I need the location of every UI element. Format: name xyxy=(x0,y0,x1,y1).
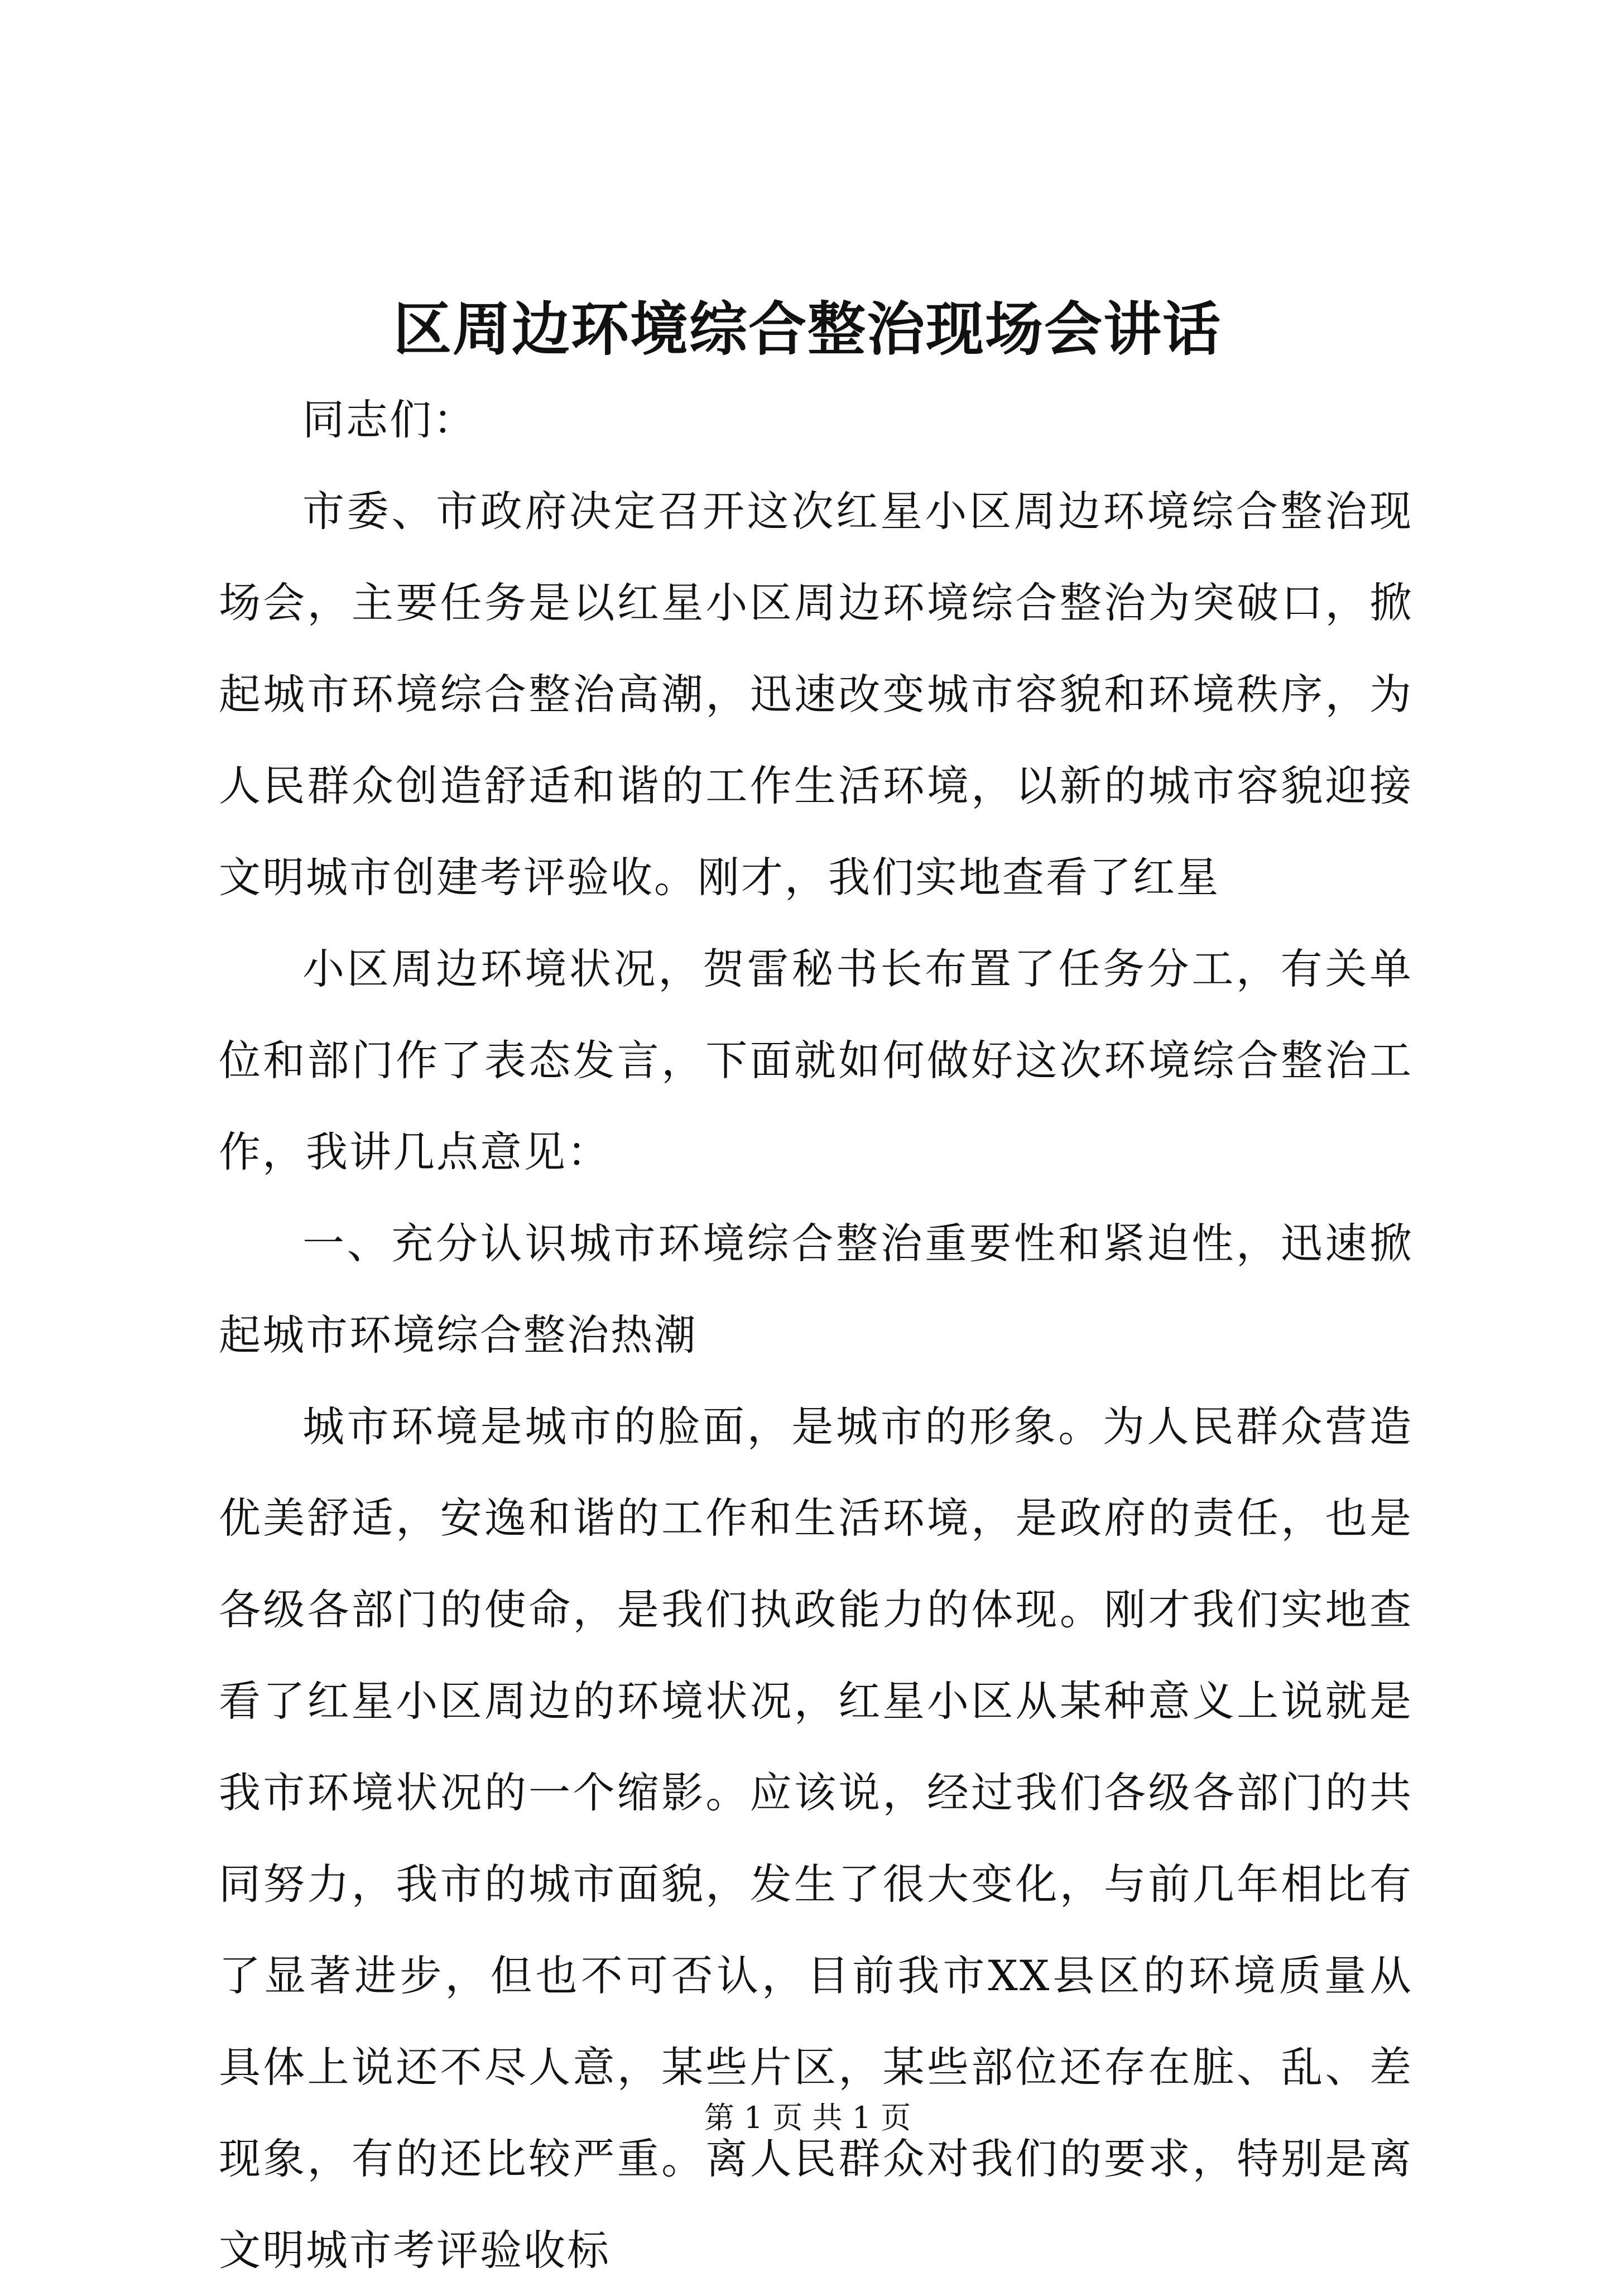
section-heading-1: 一、充分认识城市环境综合整治重要性和紧迫性，迅速掀起城市环境综合整治热潮 xyxy=(219,1219,1413,1360)
paragraph-salutation: 同志们： xyxy=(302,395,477,444)
paragraph-section-1-body: 城市环境是城市的脸面，是城市的形象。为人民群众营造优美舒适，安逸和谐的工作和生活环境，是政府的责任，也是各级各部门的使命，是我们执政能力的体现。刚才我们实地查看了红星小区周边的环境状况，红星小区从某种意义上说就是我市环境状况的一个缩影。应该说，经过我们各级各部门的共同努力，我市的城市面貌，发生了很大变化，与前几年相比有了显著进步，但也不可否认，目前我市XX县区的环境质量从具体上说还不尽人意，某些片区，某些部位还存在脏、乱、差现象，有的还比较严重。离人民群众对我们的要求，特别是离文明城市考评验收标 xyxy=(219,1402,1413,2275)
page-footer: 第 1 页 共 1 页 xyxy=(704,2100,911,2135)
document-title: 区周边环境综合整治现场会讲话 xyxy=(393,295,1222,363)
paragraph-continuation: 小区周边环境状况，贺雷秘书长布置了任务分工，有关单位和部门作了表态发言，下面就如何做好这次环境综合整治工作，我讲几点意见： xyxy=(219,944,1413,1176)
paragraph-intro: 市委、市政府决定召开这次红星小区周边环境综合整治现场会，主要任务是以红星小区周边环境综合整治为突破口，掀起城市环境综合整治高潮，迅速改变城市容貌和环境秩序，为人民群众创造舒适和谐的工作生活环境，以新的城市容貌迎接文明城市创建考评验收。刚才，我们实地查看了红星 xyxy=(219,487,1413,902)
document-body xyxy=(219,374,1413,2296)
